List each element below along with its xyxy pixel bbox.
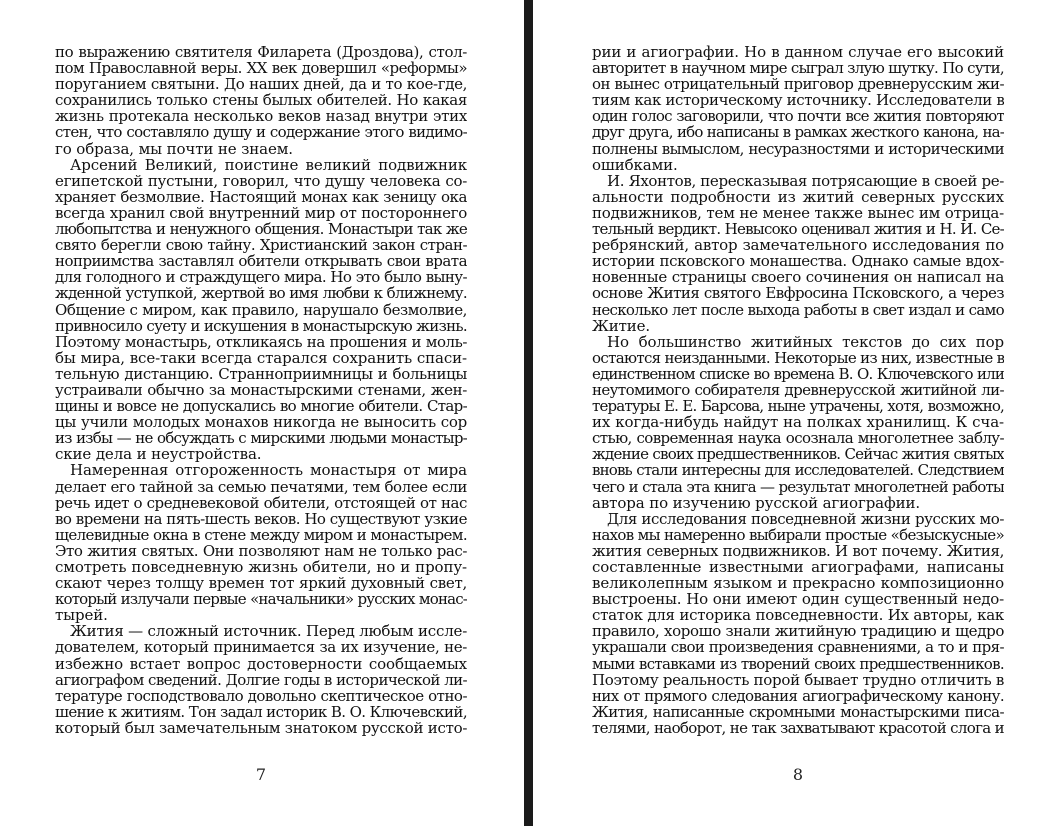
text-line: жития северных подвижников. И вот почему. Жития, <box>592 542 1004 559</box>
right-page <box>592 44 1004 736</box>
text-line: стен, что составляло душу и содержание этого видимо- <box>55 124 467 141</box>
text-line: скают через толщу времен тот яркий духовный свет, <box>55 575 467 592</box>
paragraph-start-line: Для исследования повседневной жизни русских мо- <box>607 510 1004 527</box>
text-line: который излучали первые «начальники» русских монас- <box>55 591 467 608</box>
text-line: нахов мы намеренно выбирали простые «безыскусные» <box>592 526 1004 543</box>
text-line: щины и вовсе не допускались во многие обители. Стар- <box>55 398 467 415</box>
text-line: статок для историка повседневности. Их авторы, как <box>592 607 1004 624</box>
text-line: их когда-нибудь найдут на полках хранилищ. К сча- <box>592 414 1004 431</box>
text-line: Это жития святых. Они позволяют нам не только рас- <box>55 542 467 559</box>
text-line: рии и агиографии. Но в данном случае его высокий <box>592 44 1004 61</box>
text-line: привносило суету и искушения в монастырскую жизнь. <box>55 317 467 334</box>
text-line: тиям как историческому источнику. Исследователи в <box>592 92 1004 109</box>
page-number: 8 <box>792 765 804 784</box>
text-line: Поэтому монастырь, откликаясь на прошения и моль- <box>55 333 467 350</box>
text-line: телями, наоборот, не так захватывают красотой слога и <box>592 719 1004 737</box>
text-line: великолепным языком и прекрасно композиционно <box>592 575 1004 592</box>
paragraph-start-line: И. Яхонтов, пересказывая потрясающие в своей ре- <box>607 172 1004 189</box>
text-line: речь идет о средневековой обители, отстоящей от нас <box>55 494 467 511</box>
text-line: ждение своих предшественников. Сейчас жития святых <box>592 446 1004 463</box>
text-line: ребрянский, автор замечательного исследования по <box>592 237 1004 254</box>
text-line: чего и стала эта книга — результат многолетней работы <box>592 478 1004 495</box>
text-line: жденной уступкой, жертвой во имя любви к ближнему. <box>55 285 467 302</box>
book-gutter <box>524 0 533 826</box>
text-line: ноприимства заставлял обители открывать свои врата <box>55 253 467 270</box>
text-line: истории псковского монашества. Однако самые вдох- <box>592 253 1004 270</box>
text-line: ошибками. <box>592 156 678 173</box>
text-line: Общение с миром, как правило, нарушало безмолвие, <box>55 301 467 318</box>
text-line: стью, современная наука осознала многолетнее заблу- <box>592 430 1004 447</box>
text-line: агиографом сведений. Долгие годы в исторической ли- <box>55 671 467 688</box>
paragraph-start-line: Но большинство житийных текстов до сих пор <box>607 333 1004 350</box>
text-line: Жития, написанные скромными монастырскими писа- <box>592 703 1004 720</box>
text-line: основе Жития святого Евфросина Псковского, а через <box>592 285 1004 302</box>
paragraph-start-line: Арсений Великий, поистине великий подвижник <box>70 156 467 173</box>
text-line: из избы — не обсуждать с мирскими людьми монастыр- <box>55 430 467 447</box>
text-line: любопытства и ненужного общения. Монастыри так же <box>55 221 467 238</box>
text-line: тырей. <box>55 607 108 624</box>
text-line: друг друга, ибо написаны в рамках жесткого канона, на- <box>592 124 1004 141</box>
text-line: автора по изучению русской агиографии. <box>592 494 921 511</box>
page-number: 7 <box>255 765 267 784</box>
text-line: свято берегли свою тайну. Христианский закон стран- <box>55 237 467 254</box>
text-line: тературы Е. Е. Барсова, ныне утрачены, хотя, возможно, <box>592 398 1004 415</box>
text-line: остаются неизданными. Некоторые из них, известные в <box>592 349 1004 366</box>
text-line: поруганием святыни. До наших дней, да и то кое-где, <box>55 76 467 93</box>
text-line: единственном списке во времена В. О. Ключевского или <box>592 365 1004 382</box>
text-line: смотреть повседневную жизнь обители, но и пропу- <box>55 559 467 576</box>
text-line: вновь стали интересны для исследователей. Следствием <box>592 462 1004 479</box>
text-line: ские дела и неустройства. <box>55 446 262 463</box>
text-line: Житие. <box>592 317 651 334</box>
text-line: по выражению святителя Филарета (Дроздова), стол- <box>55 44 467 61</box>
text-line: украшали свои произведения сравнениями, а то и пря- <box>592 639 1004 656</box>
paragraph-start-line: Жития — сложный источник. Перед любым иссле- <box>70 623 467 640</box>
text-line: полнены вымыслом, несуразностями и историческими <box>592 140 1004 157</box>
text-line: устраивали обычно за монастырскими стенами, жен- <box>55 381 467 399</box>
text-line: один голос заговорили, что почти все жития повторяют <box>592 108 1004 125</box>
text-line: несколько лет после выхода работы в свет издал и само <box>592 301 1004 318</box>
text-line: во времени на пять-шесть веков. Но существуют узкие <box>55 510 467 527</box>
text-line: который был замечательным знатоком русской исто- <box>55 719 467 737</box>
text-line: мыми вставками из творений своих предшественников. <box>592 655 1004 672</box>
left-page <box>55 44 467 736</box>
text-line: них от прямого следования агиографическому канону. <box>592 687 1004 704</box>
text-line: щелевидные окна в стене между миром и монастырем. <box>55 526 467 543</box>
text-line: тературе господствовало довольно скептическое отно- <box>55 687 467 704</box>
text-line: цы учили молодых монахов никогда не выносить сор <box>55 414 467 431</box>
text-line: сохранились только стены былых обителей. Но какая <box>55 92 467 109</box>
text-line: он вынес отрицательный приговор древнерусским жи- <box>592 76 1004 93</box>
text-line: альности подробности из житий северных русских <box>592 188 1004 205</box>
text-line: авторитет в научном мире сыграл злую шутку. По сути, <box>592 60 1004 77</box>
text-line: пом Православной веры. XX век довершил «реформы» <box>55 60 467 77</box>
text-line: новенные страницы своего сочинения он написал на <box>592 269 1004 286</box>
text-line: египетской пустыни, говорил, что душу человека со- <box>55 172 467 189</box>
text-line: составленные известными агиографами, написаны <box>592 559 1004 576</box>
text-line: неутомимого собирателя древнерусской житийной ли- <box>592 381 1004 399</box>
text-line: жизнь протекала несколько веков назад внутри этих <box>55 108 467 125</box>
text-line: подвижников, тем не менее также вынес им отрица- <box>592 204 1004 222</box>
paragraph-start-line: Намеренная отгороженность монастыря от мира <box>70 462 467 479</box>
text-line: избежно встает вопрос достоверности сообщаемых <box>55 655 467 672</box>
text-line: го образа, мы почти не знаем. <box>55 140 293 157</box>
text-line: всегда хранил свой внутренний мир от постороннего <box>55 204 467 222</box>
text-line: тельный вердикт. Невысоко оценивал жития и Н. И. Се- <box>592 221 1004 238</box>
text-line: делает его тайной за семью печатями, тем более если <box>55 478 467 495</box>
text-line: дователем, который принимается за их изучение, не- <box>55 639 467 656</box>
text-line: бы мира, все-таки всегда старался сохранить спаси- <box>55 349 467 366</box>
text-line: храняет безмолвие. Настоящий монах как зеницу ока <box>55 188 467 205</box>
text-line: тельную дистанцию. Странноприимницы и больницы <box>55 365 467 382</box>
text-line: шение к житиям. Тон задал историк В. О. Ключевский, <box>55 703 467 720</box>
text-line: Поэтому реальность порой бывает трудно отличить в <box>592 671 1004 688</box>
text-line: для голодного и страждущего мира. Но это было выну- <box>55 269 467 286</box>
text-line: правило, хорошо знали житийную традицию и щедро <box>592 623 1004 640</box>
text-line: выстроены. Но они имеют один существенный недо- <box>592 591 1004 608</box>
